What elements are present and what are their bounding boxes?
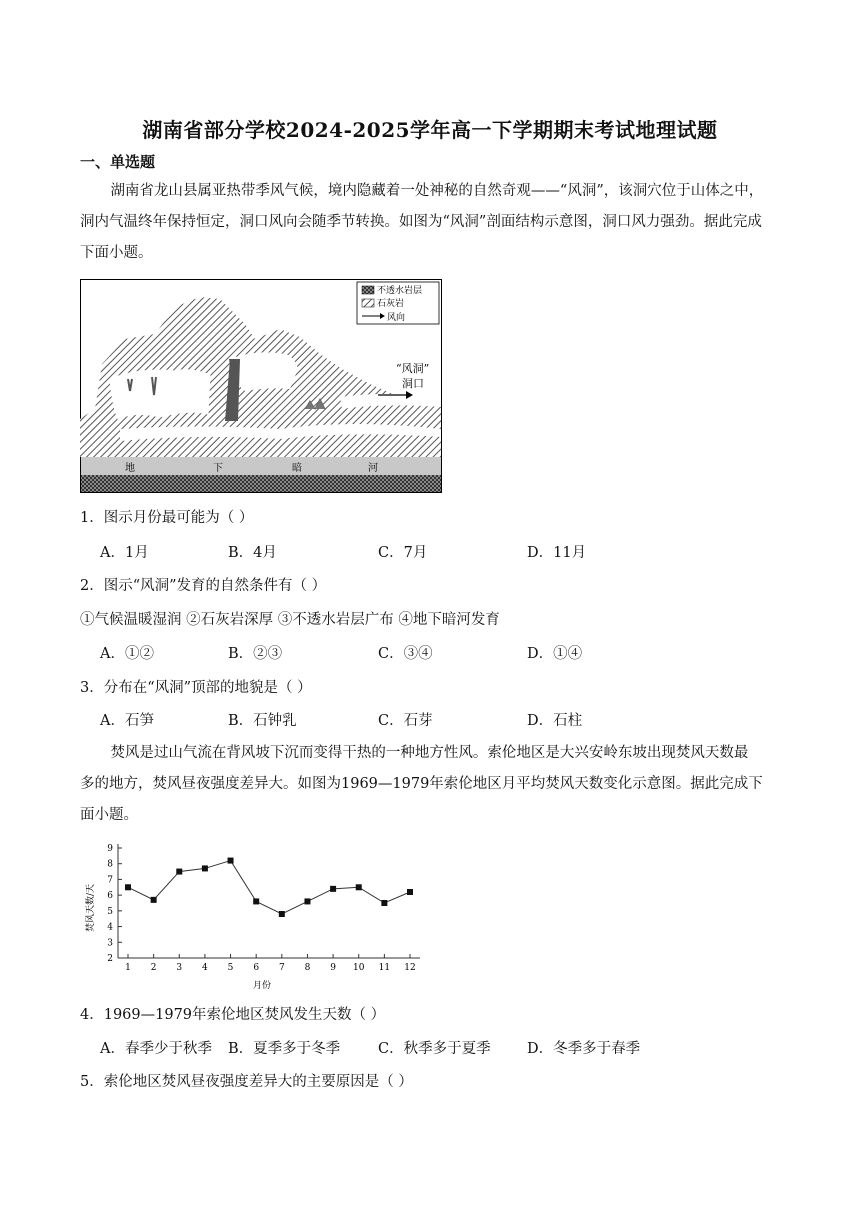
question-5-stem: 5．索伦地区焚风昼夜强度差异大的主要原因是（ ） (80, 1074, 413, 1090)
question-3-stem: 3．分布在“风洞”顶部的地貌是（ ） (80, 680, 312, 696)
page-title: 湖南省部分学校2024-2025学年高一下学期期末考试地理试题 (142, 118, 718, 142)
q3-option-b[interactable]: B．石钟乳 (228, 713, 297, 729)
x-tick-label: 2 (150, 963, 157, 973)
y-tick-label: 8 (107, 859, 113, 870)
x-tick-label: 9 (330, 963, 336, 973)
legend-limestone: 石灰岩 (377, 299, 405, 309)
question-2-statements: ①气候温暖湿润 ②石灰岩深厚 ③不透水岩层广布 ④地下暗河发育 (80, 612, 500, 628)
q1-option-a[interactable]: A．1月 (100, 545, 149, 561)
passage-2 (80, 738, 780, 831)
river-char-4: 河 (368, 463, 378, 474)
y-tick-label: 9 (107, 844, 113, 854)
chart-y-label: 焚风天数/天 (86, 883, 96, 933)
passage-2-line-3: 面小题。 (80, 807, 138, 823)
data-point-1 (125, 884, 131, 890)
river-char-2: 下 (213, 463, 223, 474)
data-point-11 (381, 900, 387, 906)
question-2-stem: 2．图示“风洞”发育的自然条件有（ ） (80, 578, 327, 594)
x-tick-label: 5 (227, 963, 234, 973)
y-tick-label: 7 (107, 875, 113, 886)
x-tick-label: 8 (304, 963, 311, 973)
x-tick-label: 7 (278, 963, 285, 973)
foehn-chart (80, 840, 425, 996)
q1-option-b[interactable]: B．4月 (228, 545, 277, 561)
q3-option-a[interactable]: A．石笋 (100, 713, 154, 729)
data-point-10 (356, 884, 362, 890)
river-char-3: 暗 (292, 463, 302, 474)
q3-option-c[interactable]: C．石芽 (378, 713, 433, 729)
q2-option-b[interactable]: B．②③ (228, 646, 283, 662)
question-1-stem: 1．图示月份最可能为（ ） (80, 510, 254, 526)
q4-option-c[interactable]: C．秋季多于夏季 (378, 1041, 491, 1057)
passage-1 (80, 176, 780, 269)
data-point-9 (330, 886, 336, 892)
q3-option-d[interactable]: D．石柱 (527, 713, 583, 729)
cave-section-figure (80, 279, 442, 497)
data-point-2 (151, 897, 157, 903)
data-point-6 (253, 898, 259, 904)
q1-option-c[interactable]: C．7月 (378, 545, 428, 561)
y-tick-label: 2 (107, 954, 113, 964)
q2-option-d[interactable]: D．①④ (527, 646, 583, 662)
x-tick-label: 6 (253, 963, 260, 973)
x-tick-label: 11 (378, 963, 391, 973)
q4-option-d[interactable]: D．冬季多于春季 (527, 1041, 641, 1057)
passage-2-line-1: 焚风是过山气流在背风坡下沉而变得干热的一种地方性风。索伦地区是大兴安岭东坡出现焚风天数最 (110, 745, 749, 761)
passage-2-line-2: 多的地方，焚风昼夜强度差异大。如图为1969—1979年索伦地区月平均焚风天数变化示意图。据此完成下 (80, 776, 763, 792)
chart-x-label: 月份 (252, 981, 272, 991)
passage-1-line-3: 下面小题。 (80, 245, 153, 261)
passage-1-line-2: 洞内气温终年保持恒定，洞口风向会随季节转换。如图为“风洞”剖面结构示意图，洞口风力强劲。据此完成 (80, 214, 762, 230)
x-tick-label: 3 (176, 963, 183, 973)
legend-wind: 风向 (387, 313, 406, 323)
y-tick-label: 4 (107, 922, 113, 933)
data-point-5 (228, 858, 234, 864)
data-point-4 (202, 865, 208, 871)
x-tick-label: 1 (125, 963, 131, 973)
passage-1-line-1: 湖南省龙山县属亚热带季风气候，境内隐藏着一处神秘的自然奇观——“风洞”，该洞穴位于山体之中， (110, 183, 764, 199)
x-tick-label: 10 (353, 963, 365, 973)
section-heading: 一、单选题 (80, 153, 156, 171)
q1-option-d[interactable]: D．11月 (527, 545, 587, 561)
q4-option-a[interactable]: A．春季少于秋季 (100, 1041, 212, 1057)
q2-option-c[interactable]: C．③④ (378, 646, 433, 662)
river-char-1: 地 (125, 463, 135, 474)
y-tick-label: 6 (107, 891, 113, 902)
cave-label-1: “风洞” (396, 362, 430, 375)
q4-option-b[interactable]: B．夏季多于冬季 (228, 1041, 341, 1057)
data-point-7 (279, 911, 285, 917)
chart-series-line (128, 861, 410, 914)
y-tick-label: 3 (107, 938, 113, 949)
x-tick-label: 12 (404, 963, 416, 973)
question-4-stem: 4．1969—1979年索伦地区焚风发生天数（ ） (80, 1007, 386, 1023)
cave-label-2: 洞口 (402, 377, 424, 390)
x-tick-label: 4 (202, 963, 208, 973)
data-point-3 (176, 869, 182, 875)
y-tick-label: 5 (107, 906, 113, 917)
data-point-12 (407, 889, 413, 895)
q2-option-a[interactable]: A．①② (100, 646, 154, 662)
data-point-8 (304, 898, 310, 904)
legend-impermeable: 不透水岩层 (377, 286, 423, 296)
